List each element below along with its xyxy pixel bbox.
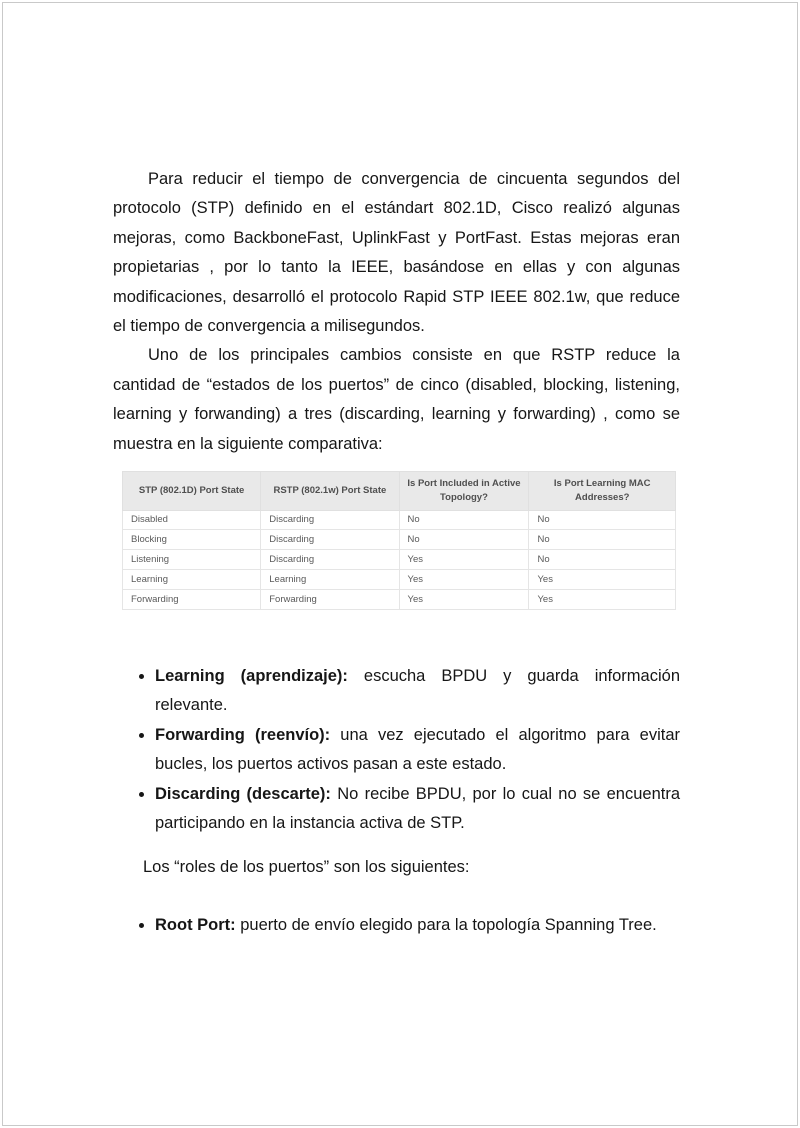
table-cell: No: [399, 530, 529, 550]
table-cell: No: [529, 550, 676, 570]
table-cell: Yes: [399, 590, 529, 610]
list-item-lead: Forwarding (reenvío):: [155, 725, 331, 744]
table-cell: Discarding: [261, 530, 399, 550]
list-item-lead: Discarding (descarte):: [155, 784, 331, 803]
table-cell: Yes: [529, 570, 676, 590]
header-cell-learning-mac: Is Port Learning MAC Addresses?: [529, 472, 676, 511]
table-cell: Blocking: [123, 530, 261, 550]
table-cell: Discarding: [261, 550, 399, 570]
list-item-text: No recibe BPDU, por lo cual no se encuentra participando en la instancia activa de STP.: [155, 784, 681, 832]
list-item-discarding: [155, 780, 680, 839]
table-cell: Forwarding: [261, 590, 399, 610]
list-item-text: escucha BPDU y guarda información relevante.: [155, 666, 680, 715]
list-item-text: una vez ejecutado el algoritmo para evitar bucles, los puertos activos pasan a este estado.: [155, 725, 680, 774]
header-cell-active-topology: Is Port Included in Active Topology?: [399, 472, 529, 511]
list-item-forwarding: [155, 721, 680, 780]
table-cell: Disabled: [123, 510, 261, 530]
list-item-text: puerto de envío elegido para la topología Spanning Tree.: [235, 915, 657, 934]
header-cell-stp-port-state: STP (802.1D) Port State: [123, 472, 261, 511]
table-cell: Learning: [123, 570, 261, 590]
list-item-learning: [155, 662, 680, 721]
table-cell: Yes: [399, 570, 529, 590]
list-item-lead: Root Port:: [155, 915, 236, 934]
table-row: [123, 550, 676, 570]
table-row: [123, 570, 676, 590]
page-content: [113, 165, 680, 940]
table-cell: No: [399, 510, 529, 530]
table-header-row: [123, 472, 676, 511]
table-cell: Yes: [399, 550, 529, 570]
list-item-lead: Learning (aprendizaje):: [155, 666, 348, 685]
table-row: [123, 590, 676, 610]
table-row: [123, 530, 676, 550]
table-cell: No: [529, 530, 676, 550]
header-cell-rstp-port-state: RSTP (802.1w) Port State: [261, 472, 399, 511]
roles-paragraph: Los “roles de los puertos” son los siguientes:: [143, 858, 470, 877]
intro-paragraph: Para reducir el tiempo de convergencia de cincuenta segundos del protocolo (STP) definido en el estándart 802.1D, Cisco realizó algunas mejoras, como BackboneFast, UplinkFast y PortFast. Estas mejoras eran propietarias , por lo tanto la IEEE, basándose en ellas y con algunas modificaciones, desarrolló el protocolo Rapid STP IEEE 802.1w, que reduce el tiempo de convergencia a milisegundos.: [113, 170, 680, 336]
port-roles-list: [113, 911, 680, 940]
rstp-paragraph: Uno de los principales cambios consiste en que RSTP reduce la cantidad de “estados de los puertos” de cinco (disabled, blocking, listening, learning y forwanding) a tres (discarding, learning y forwarding) , como se muestra en la siguiente comparativa:: [113, 346, 680, 453]
table-cell: No: [529, 510, 676, 530]
port-states-list: [113, 662, 680, 838]
port-state-comparison-table-wrap: [122, 471, 676, 610]
table-cell: Discarding: [261, 510, 399, 530]
table-row: [123, 510, 676, 530]
table-cell: Learning: [261, 570, 399, 590]
table-cell: Yes: [529, 590, 676, 610]
list-item-root-port: [155, 911, 680, 940]
port-state-comparison-table: [122, 471, 676, 610]
table-cell: Listening: [123, 550, 261, 570]
table-cell: Forwarding: [123, 590, 261, 610]
